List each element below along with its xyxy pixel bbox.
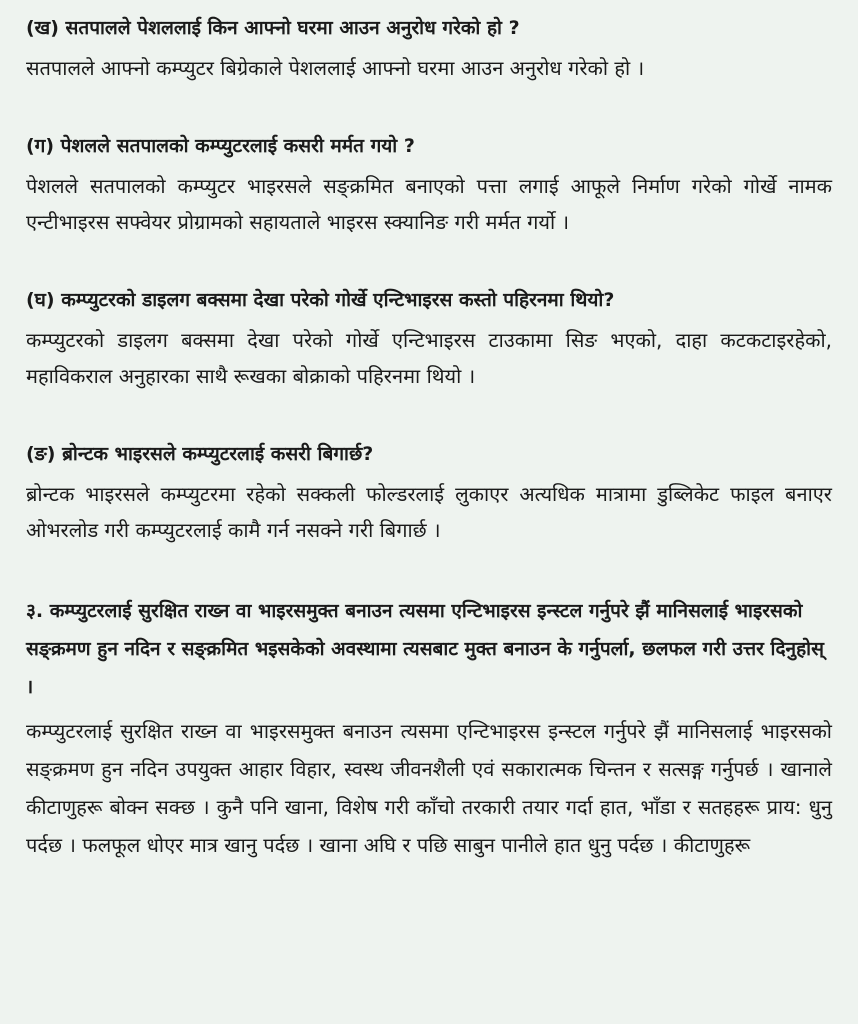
qa-section-3 bbox=[26, 592, 832, 864]
question-heading: (ख) सतपालले पेशललाई किन आफ्नो घरमा आउन अनुरोध गरेको हो ? bbox=[26, 17, 520, 39]
question-heading: (ङ) ब्रोन्टक भाइरसले कम्प्युटरलाई कसरी बिगार्छ? bbox=[26, 443, 374, 465]
answer-text: सतपालले आफ्नो कम्प्युटर बिग्रेकाले पेशललाई आफ्नो घरमा आउन अनुरोध गरेको हो । bbox=[26, 56, 645, 80]
answer-text: पेशलले सतपालको कम्प्युटर भाइरसले सङ्क्रमित बनाएको पत्ता लगाई आफूले निर्माण गरेको गोर्खे नामक एन्टीभाइरस सफ्वेयर प्रोग्रामको सहायताले भाइरस स्क्यानिङ गरी मर्मत गर्यो । bbox=[26, 174, 832, 234]
qa-section-ga bbox=[26, 128, 832, 240]
question-heading: ३. कम्प्युटरलाई सुरक्षित राख्न वा भाइरसमुक्त बनाउन त्यसमा एन्टिभाइरस इन्स्टल गर्नुपरे झैं मानिसलाई भाइरसको सङ्क्रमण हुन नदिन र सङ्क्रमित भइसकेको अवस्थामा त्यसबाट मुक्त बनाउन के गर्नुपर्ला, छलफल गरी उत्तर दिनुहोस् । bbox=[26, 600, 831, 698]
answer-text: कम्प्युटरलाई सुरक्षित राख्न वा भाइरसमुक्त बनाउन त्यसमा एन्टिभाइरस इन्स्टल गर्नुपरे झैं मानिसलाई भाइरसको सङ्क्रमण हुन नदिन उपयुक्त आहार विहार, स्वस्थ जीवनशैली एवं सकारात्मक चिन्तन र सत्सङ्ग गर्नुपर्छ । खानाले कीटाणुहरू बोक्न सक्छ । कुनै पनि खाना, विशेष गरी काँचो तरकारी तयार गर्दा हात, भाँडा र सतहहरू प्राय: धुनु पर्दछ । फलफूल धोएर मात्र खानु पर्दछ । खाना अघि र पछि साबुन पानीले हात धुनु पर्दछ । कीटाणुहरू bbox=[26, 719, 832, 857]
qa-section-nga bbox=[26, 436, 832, 548]
answer-text: ब्रोन्टक भाइरसले कम्प्युटरमा रहेको सक्कली फोल्डरलाई लुकाएर अत्यधिक मात्रामा डुब्लिकेट फाइल बनाएर ओभरलोड गरी कम्प्युटरलाई कामै गर्न नसक्ने गरी बिगार्छ । bbox=[26, 482, 832, 542]
qa-section-gha bbox=[26, 282, 832, 394]
question-heading: (घ) कम्प्युटरको डाइलग बक्समा देखा परेको गोर्खे एन्टिभाइरस कस्तो पहिरनमा थियो? bbox=[26, 289, 615, 311]
answer-text: कम्प्युटरको डाइलग बक्समा देखा परेको गोर्खे एन्टिभाइरस टाउकामा सिङ भएको, दाहा कटकटाइरहेको, महाविकराल अनुहारका साथै रूखका बोक्राको पहिरनमा थियो । bbox=[26, 328, 832, 388]
qa-section-kha bbox=[26, 10, 832, 86]
question-heading: (ग) पेशलले सतपालको कम्प्युटरलाई कसरी मर्मत गयो ? bbox=[26, 135, 415, 157]
